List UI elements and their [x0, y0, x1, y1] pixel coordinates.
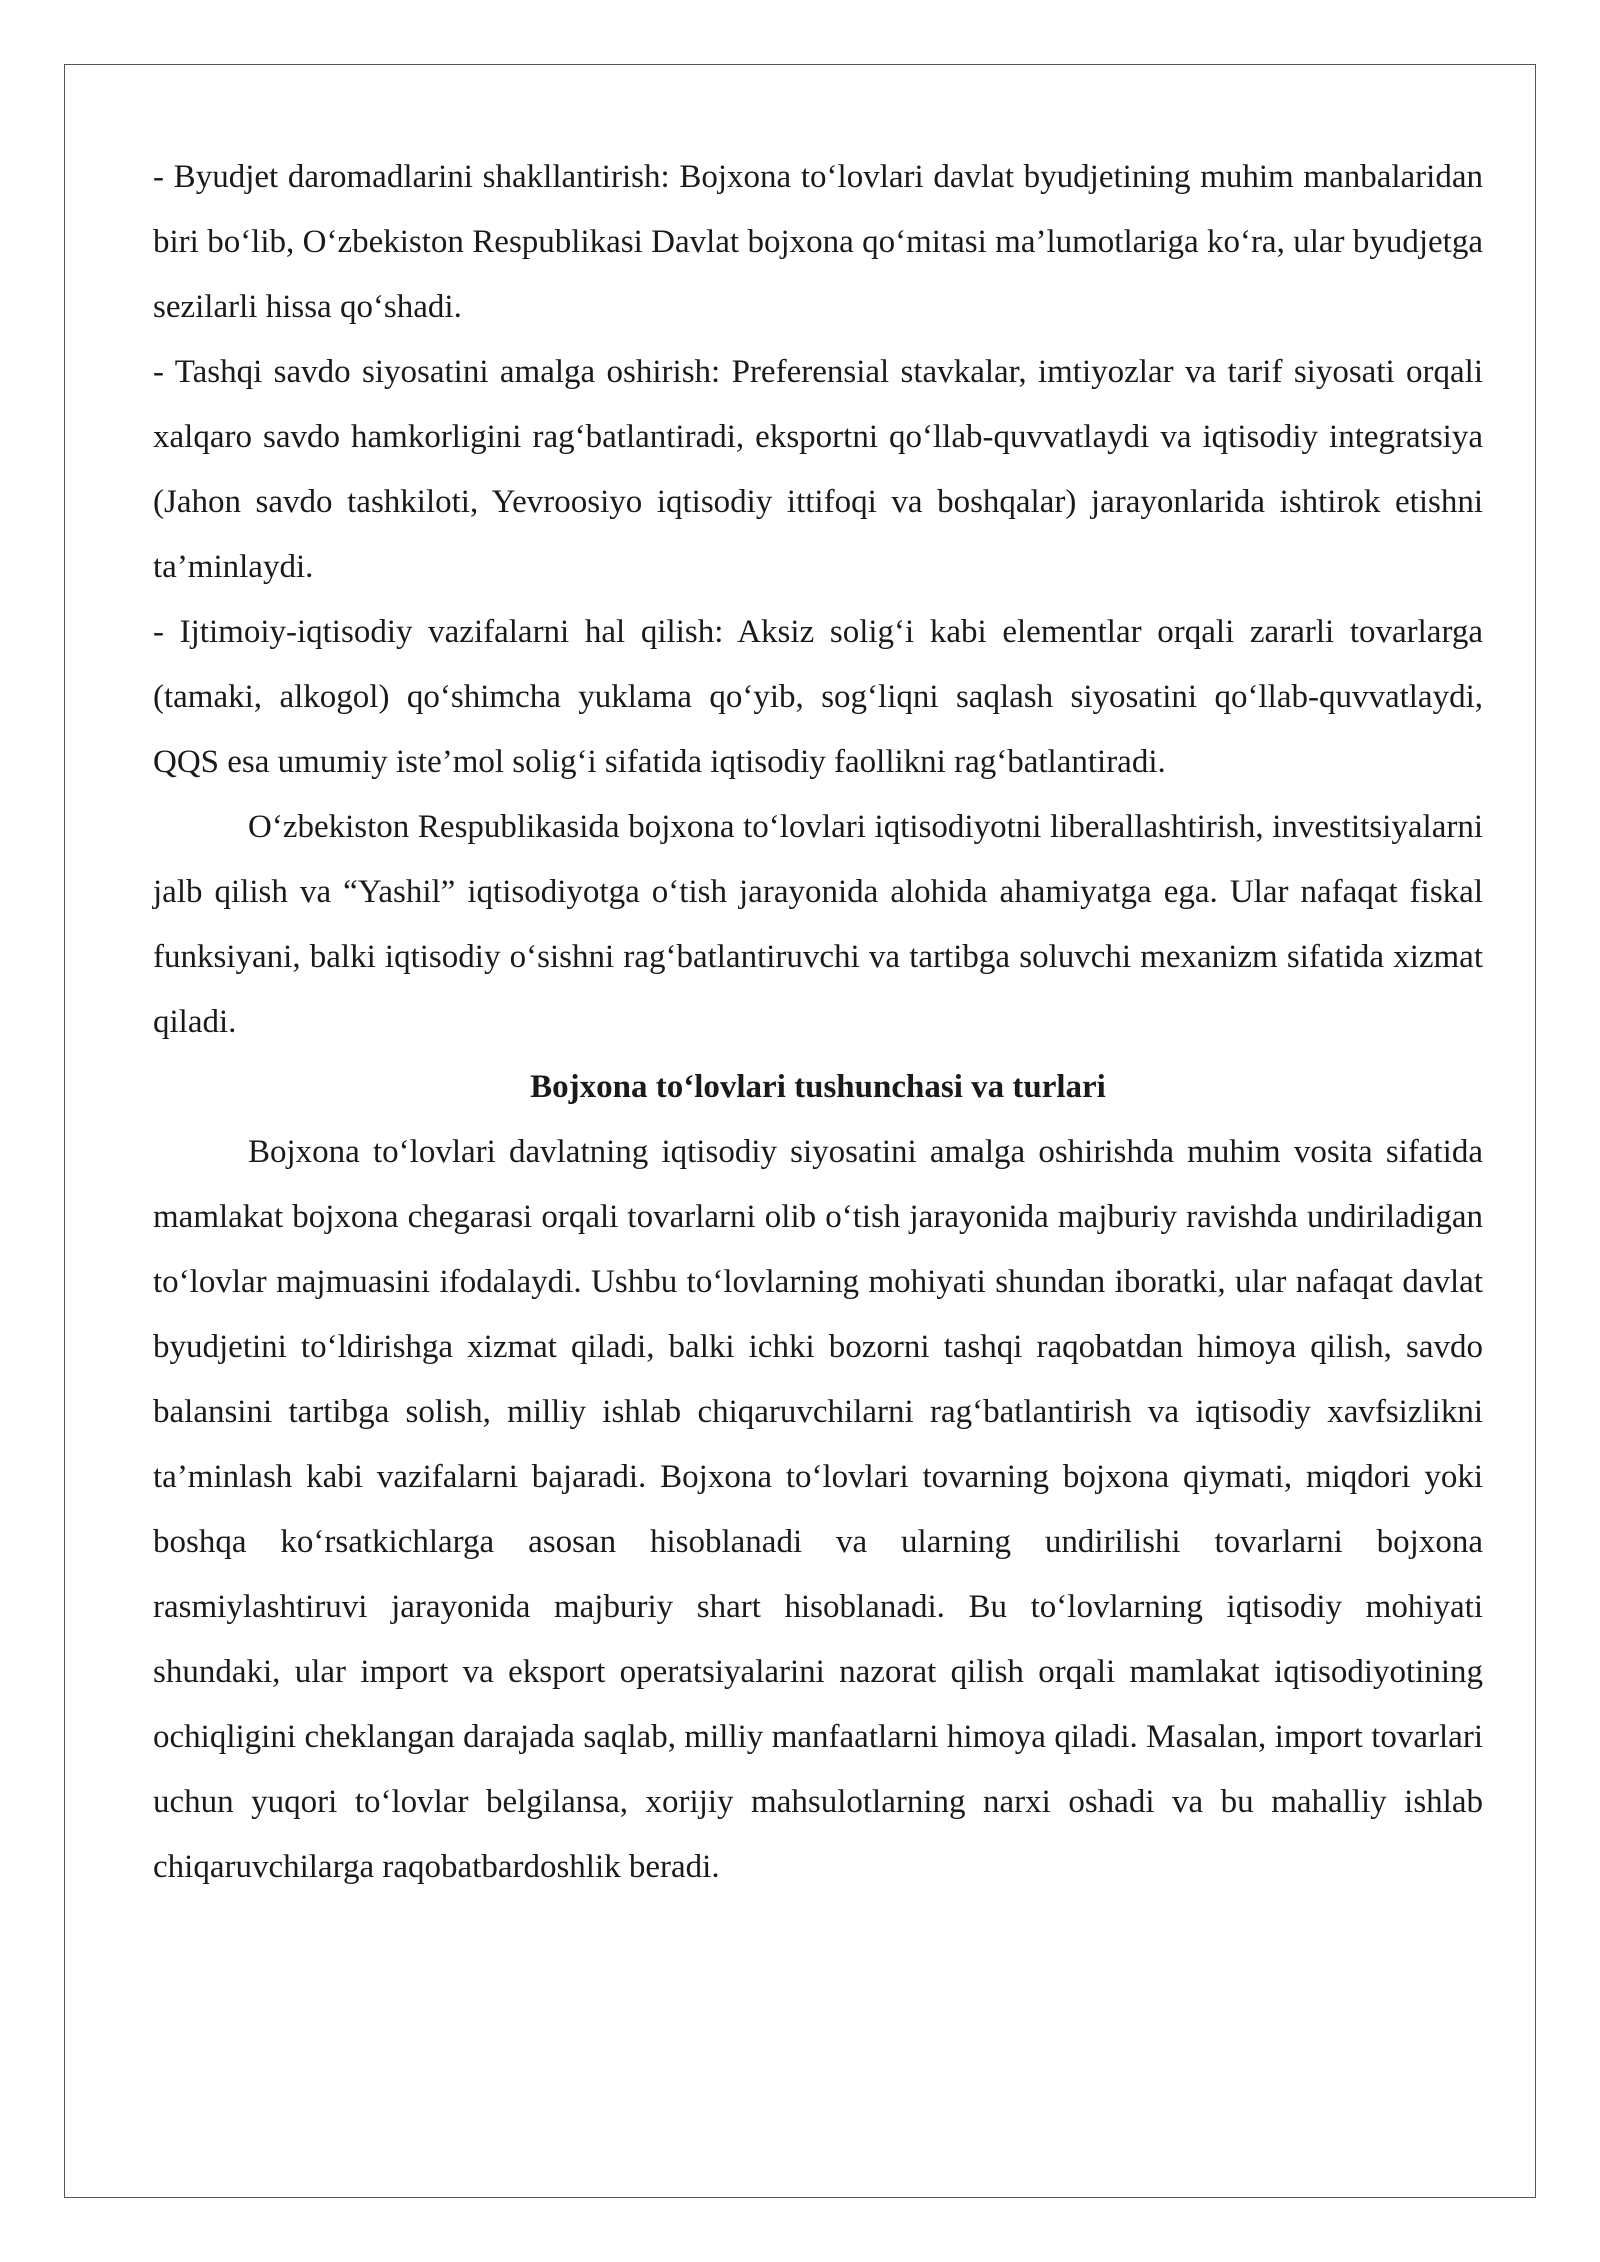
bullet-budget-revenue: - Byudjet daromadlarini shakllantirish: Bojxona to‘lovlari davlat byudjetining muhim manbalaridan biri bo‘lib, O‘zbekiston Respublikasi Davlat bojxona qo‘mitasi ma’lumotlariga ko‘ra, ular byudjetga sezilarli hissa qo‘shadi. — [153, 159, 1483, 325]
paragraph-uzbekistan-customs: O‘zbekiston Respublikasida bojxona to‘lovlari iqtisodiyotni liberallashtirish, investitsiyalarni jalb qilish va “Yashil” iqtisodiyotga o‘tish jarayonida alohida ahamiyatga ega. Ular nafaqat fiskal funksiyani, balki iqtisodiy o‘sishni rag‘batlantiruvchi va tartibga soluvchi mexanizm sifatida xizmat qiladi. — [153, 809, 1483, 1040]
paragraph-customs-definition: Bojxona to‘lovlari davlatning iqtisodiy siyosatini amalga oshirishda muhim vosita sifatida mamlakat bojxona chegarasi orqali tovarlarni olib o‘tish jarayonida majburiy ravishda undiriladigan to‘lovlar majmuasini ifodalaydi. Ushbu to‘lovlarning mohiyati shundan iboratki, ular nafaqat davlat byudjetini to‘ldirishga xizmat qiladi, balki ichki bozorni tashqi raqobatdan himoya qilish, savdo balansini tartibga solish, milliy ishlab chiqaruvchilarni rag‘batlantirish va iqtisodiy xavfsizlikni ta’minlash kabi vazifalarni bajaradi. Bojxona to‘lovlari tovarning bojxona qiymati, miqdori yoki boshqa ko‘rsatkichlarga asosan hisoblanadi va ularning undirilishi tovarlarni bojxona rasmiylashtiruvi jarayonida majburiy shart hisoblanadi. Bu to‘lovlarning iqtisodiy mohiyati shundaki, ular import va eksport operatsiyalarini nazorat qilish orqali mamlakat iqtisodiyotining ochiqligini cheklangan darajada saqlab, milliy manfaatlarni himoya qiladi. Masalan, import tovarlari uchun yuqori to‘lovlar belgilansa, xorijiy mahsulotlarning narxi oshadi va bu mahalliy ishlab chiqaruvchilarga raqobatbardoshlik beradi. — [153, 1134, 1483, 1885]
bullet-foreign-trade: - Tashqi savdo siyosatini amalga oshirish: Preferensial stavkalar, imtiyozlar va tarif siyosati orqali xalqaro savdo hamkorligini rag‘batlantiradi, eksportni qo‘llab-quvvatlaydi va iqtisodiy integratsiya (Jahon savdo tashkiloti, Yevroosiyo iqtisodiy ittifoqi va boshqalar) jarayonlarida ishtirok etishni ta’minlaydi. — [153, 354, 1483, 585]
document-body — [153, 145, 1483, 1900]
bullet-socio-economic: - Ijtimoiy-iqtisodiy vazifalarni hal qilish: Aksiz solig‘i kabi elementlar orqali zararli tovarlarga (tamaki, alkogol) qo‘shimcha yuklama qo‘yib, sog‘liqni saqlash siyosatini qo‘llab-quvvatlaydi, QQS esa umumiy iste’mol solig‘i sifatida iqtisodiy faollikni rag‘batlantiradi. — [153, 614, 1483, 780]
section-heading: Bojxona to‘lovlari tushunchasi va turlari — [530, 1069, 1106, 1105]
